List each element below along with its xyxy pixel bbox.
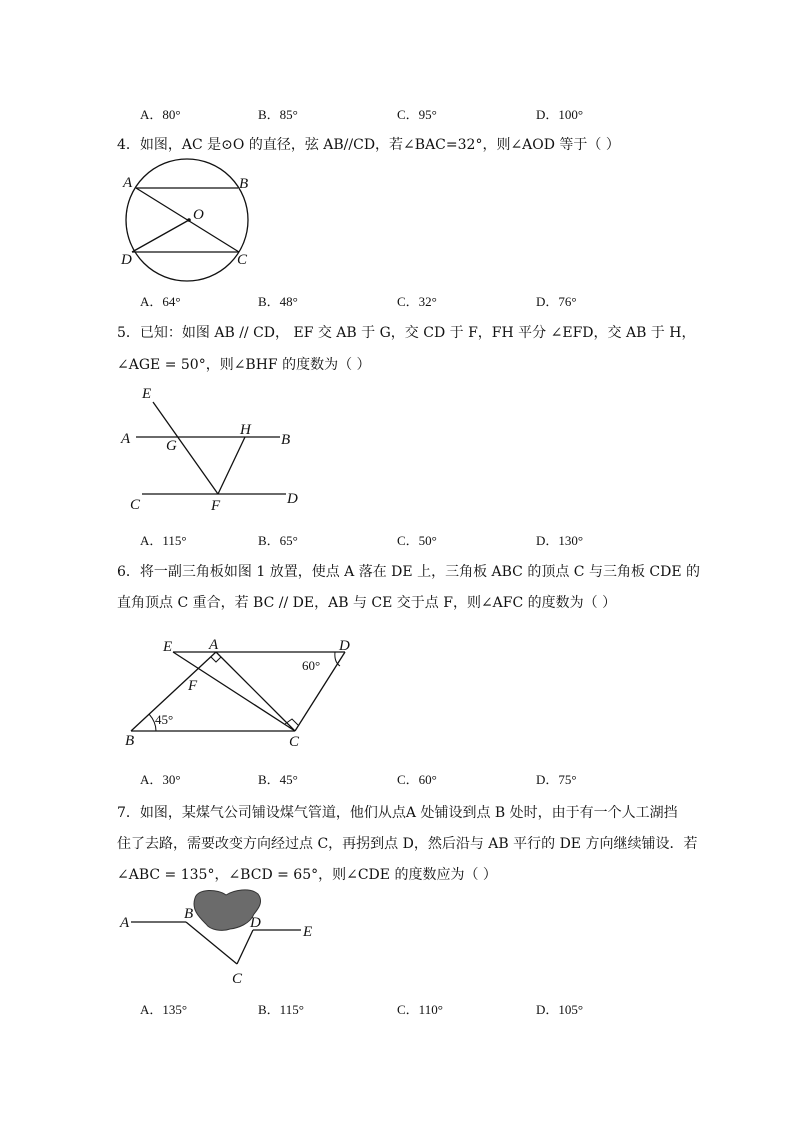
label-g: G xyxy=(166,438,177,454)
q5-option-a: A．115° xyxy=(140,533,187,548)
q6-stem-line1: 6．将一副三角板如图 1 放置，使点 A 落在 DE 上，三角板 ABC 的顶点 C 与三角板 CDE 的 xyxy=(117,564,701,580)
line-ac xyxy=(216,652,295,731)
segment-do xyxy=(132,220,189,252)
q5-option-c: C．50° xyxy=(397,533,437,548)
label-e: E xyxy=(163,639,173,655)
q5-option-d: D．130° xyxy=(536,533,584,548)
q6-triangle-figure xyxy=(118,632,368,752)
right-angle-c xyxy=(285,719,298,725)
q7-stem-line1: 7．如图，某煤气公司铺设煤气管道，他们从点A 处铺设到点 B 处时，由于有一个人工湖挡 xyxy=(117,805,678,821)
label-a: A xyxy=(121,431,131,447)
q4-option-a: A．64° xyxy=(140,294,181,309)
q4-option-c: C．32° xyxy=(397,294,437,309)
q3-option-d: D．100° xyxy=(536,107,584,122)
label-a: A xyxy=(123,175,133,191)
line-fh xyxy=(218,437,245,494)
q4-option-d: D．76° xyxy=(536,294,577,309)
q6-option-a: A．30° xyxy=(140,772,181,787)
label-b: B xyxy=(125,733,135,749)
label-45: 45° xyxy=(155,712,174,727)
q7-stem-line3: ∠ABC = 135°，∠BCD = 65°，则∠CDE 的度数应为（ ） xyxy=(117,867,497,883)
label-d: D xyxy=(287,491,298,507)
q3-option-c: C．95° xyxy=(397,107,437,122)
label-d: D xyxy=(250,915,261,931)
right-angle-a xyxy=(211,657,221,662)
label-b: B xyxy=(184,906,194,922)
segment-cd xyxy=(237,930,253,964)
label-c: C xyxy=(232,971,243,987)
q5-stem-line2: ∠AGE = 50°，则∠BHF 的度数为（ ） xyxy=(117,357,371,373)
label-a: A xyxy=(209,637,219,653)
line-ef xyxy=(153,402,218,494)
q7-option-c: C．110° xyxy=(397,1002,443,1017)
label-d: D xyxy=(339,638,350,654)
q5-option-b: B．65° xyxy=(258,533,298,548)
label-b: B xyxy=(281,432,291,448)
label-h: H xyxy=(240,422,251,438)
label-c: C xyxy=(130,497,141,513)
q3-option-b: B．85° xyxy=(258,107,298,122)
label-e: E xyxy=(303,924,313,940)
q7-option-d: D．105° xyxy=(536,1002,584,1017)
label-b: B xyxy=(239,176,249,192)
q5-stem-line1: 5．已知：如图 AB // CD， EF 交 AB 于 G，交 CD 于 F，FH 平分 ∠EFD，交 AB 于 H， xyxy=(117,325,696,341)
label-o: O xyxy=(193,207,204,223)
q6-option-d: D．75° xyxy=(536,772,577,787)
q4-option-b: B．48° xyxy=(258,294,298,309)
label-d: D xyxy=(121,252,132,268)
label-f: F xyxy=(211,498,221,514)
q6-option-c: C．60° xyxy=(397,772,437,787)
q6-option-b: B．45° xyxy=(258,772,298,787)
q7-stem-line2: 住了去路，需要改变方向经过点 C，再拐到点 D，然后沿与 AB 平行的 DE 方向继续铺设．若 xyxy=(117,836,698,852)
q7-pipeline-figure xyxy=(118,884,328,989)
label-a: A xyxy=(120,915,130,931)
q5-parallel-lines-figure xyxy=(118,384,318,514)
center-point xyxy=(187,218,191,222)
q3-option-a: A．80° xyxy=(140,107,181,122)
q4-stem: 4．如图，AC 是⊙O 的直径，弦 AB//CD，若∠BAC=32°，则∠AOD 等于（ ） xyxy=(117,137,620,153)
label-c: C xyxy=(237,252,248,268)
line-ba xyxy=(131,652,216,731)
label-c: C xyxy=(289,734,300,750)
q6-stem-line2: 直角顶点 C 重合，若 BC // DE，AB 与 CE 交于点 F，则∠AFC 的度数为（ ） xyxy=(117,595,617,611)
q7-option-a: A．135° xyxy=(140,1002,188,1017)
q7-option-b: B．115° xyxy=(258,1002,304,1017)
label-e: E xyxy=(142,386,152,402)
arc-60 xyxy=(335,652,340,666)
label-60: 60° xyxy=(302,658,321,673)
label-f: F xyxy=(188,678,198,694)
q4-circle-figure xyxy=(112,168,262,278)
